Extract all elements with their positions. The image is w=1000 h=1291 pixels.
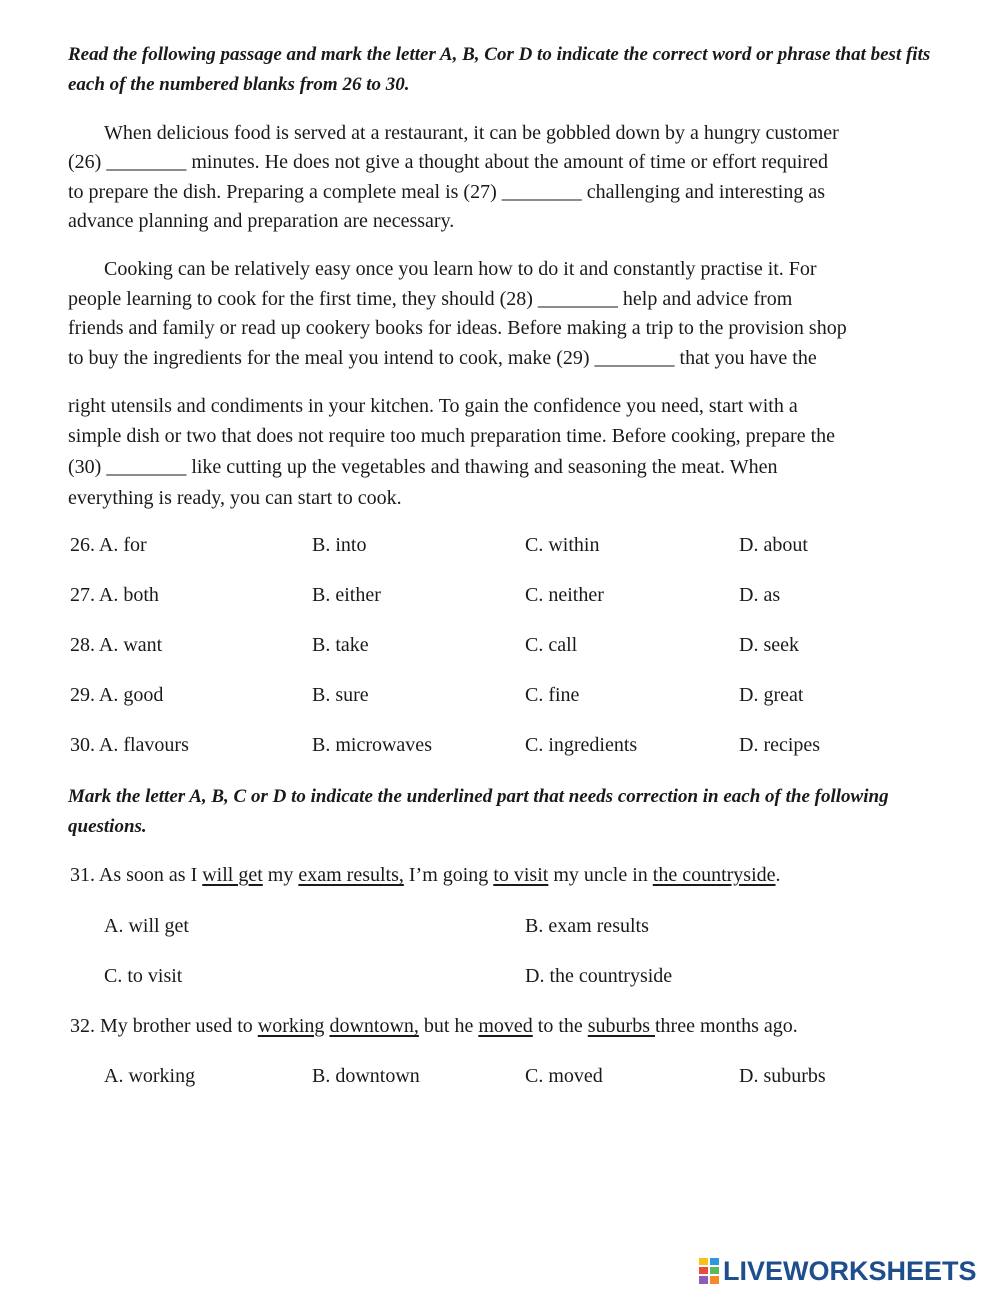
q32-text: to the (532, 1015, 588, 1037)
option-a[interactable]: 30. A. flavours (70, 734, 189, 756)
option-d[interactable]: D. recipes (739, 734, 821, 756)
logo-tile (709, 1266, 720, 1275)
q31-underlined-b: exam results, (298, 864, 404, 886)
passage-line: advance planning and preparation are necessary. (68, 210, 455, 232)
option-b[interactable]: B. microwaves (312, 734, 432, 756)
q32-text: 32. My brother used to (70, 1015, 258, 1037)
q32-underlined-a: working (257, 1015, 325, 1037)
option-b[interactable]: B. into (312, 534, 367, 556)
instruction-part1: Read the following passage and mark the letter A, B, Cor D to indicate the correct word or phrase that best fits each of the numbered blanks from 26 to 30. (68, 44, 931, 95)
passage-line: people learning to cook for the first time, they should (28) ________ help and advice from (68, 288, 793, 310)
option-b[interactable]: B. sure (312, 684, 369, 706)
option-a[interactable]: 28. A. want (70, 634, 163, 656)
option-c[interactable]: C. call (525, 634, 578, 656)
logo-tile (709, 1275, 720, 1285)
passage-line: simple dish or two that does not require too much preparation time. Before cooking, prepare the (68, 425, 836, 447)
option-a[interactable]: 27. A. both (70, 584, 159, 606)
option-c[interactable]: C. ingredients (525, 734, 638, 756)
option-c[interactable]: C. within (525, 534, 600, 556)
passage-line: friends and family or read up cookery books for ideas. Before making a trip to the provision shop (68, 317, 847, 339)
liveworksheets-logo (698, 1254, 977, 1288)
q31-text: I’m going (403, 864, 494, 886)
option-c[interactable]: C. neither (525, 584, 604, 606)
passage-line: everything is ready, you can start to cook. (68, 487, 402, 509)
q32-text: but he (418, 1015, 479, 1037)
q31-option-c[interactable]: C. to visit (104, 965, 183, 987)
q31-text: . (775, 864, 781, 886)
q32-option-b[interactable]: B. downtown (312, 1065, 420, 1087)
q31-option-b[interactable]: B. exam results (525, 915, 649, 937)
logo-tile (698, 1257, 709, 1266)
q32-underlined-b: downtown, (329, 1015, 419, 1037)
option-a[interactable]: 26. A. for (70, 534, 147, 556)
passage-line: right utensils and condiments in your kitchen. To gain the confidence you need, start with a (68, 395, 798, 417)
passage-line: to prepare the dish. Preparing a complete meal is (27) ________ challenging and interesting as (68, 181, 826, 203)
option-a[interactable]: 29. A. good (70, 684, 164, 706)
passage-line: Cooking can be relatively easy once you learn how to do it and constantly practise it. For (104, 258, 817, 280)
q32-option-d[interactable]: D. suburbs (739, 1065, 826, 1087)
option-c[interactable]: C. fine (525, 684, 580, 706)
option-d[interactable]: D. as (739, 584, 781, 606)
option-d[interactable]: D. seek (739, 634, 799, 656)
logo-text: LIVEWORKSHEETS (723, 1255, 977, 1286)
passage-line: to buy the ingredients for the meal you intend to cook, make (29) ________ that you have the (68, 347, 817, 369)
q31-text: 31. As soon as I (70, 864, 203, 886)
q31-option-a[interactable]: A. will get (104, 915, 189, 937)
q31-underlined-c: to visit (493, 864, 549, 886)
question-31-stem (70, 864, 781, 887)
q31-underlined-d: the countryside (652, 864, 776, 886)
passage-line: (30) ________ like cutting up the vegetables and thawing and seasoning the meat. When (68, 456, 778, 478)
instruction-part2: Mark the letter A, B, C or D to indicate the underlined part that needs correction in each of the following questions. (68, 786, 889, 837)
q31-text: my (262, 864, 299, 886)
option-b[interactable]: B. take (312, 634, 369, 656)
liveworksheets-logo-icon (698, 1257, 720, 1285)
q32-option-c[interactable]: C. moved (525, 1065, 603, 1087)
q32-underlined-c: moved (478, 1015, 533, 1037)
logo-tile (709, 1257, 720, 1266)
q32-text: three months ago. (655, 1015, 798, 1037)
option-d[interactable]: D. great (739, 684, 804, 706)
q32-option-a[interactable]: A. working (104, 1065, 196, 1087)
logo-tile (698, 1266, 709, 1275)
option-d[interactable]: D. about (739, 534, 808, 556)
q31-underlined-a: will get (202, 864, 263, 886)
q31-text: my uncle in (548, 864, 653, 886)
q31-option-d[interactable]: D. the countryside (525, 965, 673, 987)
q32-underlined-d: suburbs (587, 1015, 655, 1037)
passage-line: When delicious food is served at a restaurant, it can be gobbled down by a hungry customer (104, 122, 839, 144)
passage-line: (26) ________ minutes. He does not give a thought about the amount of time or effort required (68, 151, 829, 173)
question-32-stem (70, 1015, 798, 1038)
option-b[interactable]: B. either (312, 584, 381, 606)
logo-tile (698, 1275, 709, 1285)
